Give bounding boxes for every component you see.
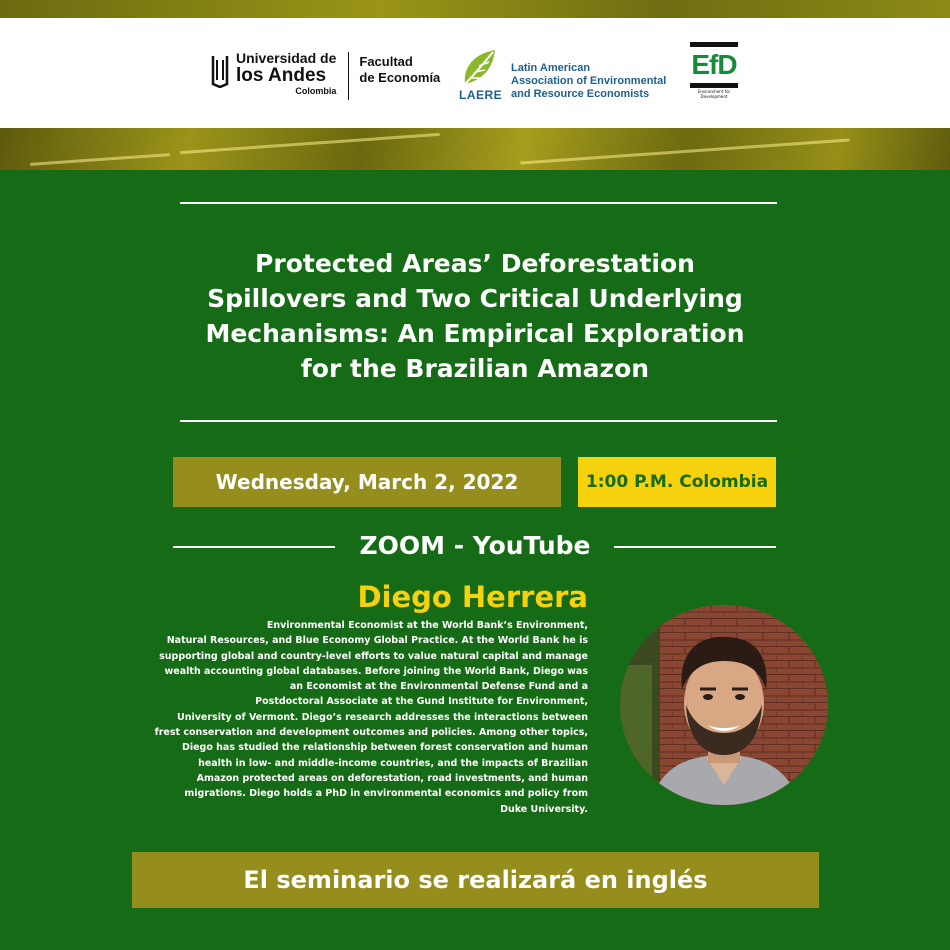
title-line: Protected Areas’ Deforestation <box>255 249 695 278</box>
uniandes-logo <box>210 50 440 102</box>
bio-line: University of Vermont. Diego’s research addresses the interactions between <box>177 711 588 723</box>
bio-line: Natural Resources, and Blue Economy Global Practice. At the World Bank he is <box>166 635 588 647</box>
facultad-line2: de Economía <box>359 70 441 85</box>
efd-short: EfD <box>691 49 737 80</box>
title-line: Spillovers and Two Critical Underlying <box>207 284 743 313</box>
top-gold-strip <box>0 0 950 18</box>
bio-line: health in low- and middle-income countries, and the impacts of Brazilian <box>198 757 588 769</box>
leaf-icon <box>459 48 501 88</box>
bio-line: Duke University. <box>500 803 588 815</box>
laere-line2: Association of Environmental <box>511 75 667 87</box>
speaker-name: Diego Herrera <box>357 580 588 614</box>
divider-top <box>180 202 777 204</box>
language-note: El seminario se realizará en inglés <box>132 852 819 908</box>
bio-line: frest conservation and development outcomes and policies. Among other topics, <box>154 727 588 739</box>
event-platform: ZOOM - YouTube <box>359 531 591 560</box>
laere-line3: and Resource Economists <box>511 88 650 100</box>
event-time: 1:00 P.M. Colombia <box>578 457 776 507</box>
divider-middle <box>180 420 777 422</box>
bio-line: an Economist at the Environmental Defense Fund and a <box>289 681 588 693</box>
logo-divider <box>348 52 349 100</box>
title-line: Mechanisms: An Empirical Exploration <box>205 319 745 348</box>
efd-tagline: Environment for Development <box>697 89 731 99</box>
gold-decorative-band <box>0 128 950 170</box>
bio-line: Environmental Economist at the World Bank’s Environment, <box>266 620 588 631</box>
seminar-title <box>140 246 810 386</box>
bio-line: wealth accounting global databases. Before joining the World Bank, Diego was <box>164 665 588 677</box>
divider-right <box>614 546 776 548</box>
title-line: for the Brazilian Amazon <box>300 354 650 383</box>
event-date: Wednesday, March 2, 2022 <box>173 457 561 507</box>
uniandes-line2: los Andes <box>236 65 327 86</box>
bio-line: supporting global and country-level efforts to value natural capital and manage <box>159 650 588 662</box>
speaker-photo <box>620 605 828 805</box>
uniandes-line1: Universidad de <box>236 50 337 66</box>
speaker-bio <box>110 618 588 817</box>
laere-line1: Latin American <box>511 62 591 74</box>
bio-line: Diego has studied the relationship between forest conservation and human <box>181 742 588 754</box>
uniandes-line3: Colombia <box>295 86 337 96</box>
laere-short: LAERE <box>459 88 503 102</box>
bio-line: migrations. Diego holds a PhD in environmental economics and policy from <box>184 788 588 800</box>
facultad-line1: Facultad <box>359 54 413 69</box>
bio-line: Amazon protected areas on deforestation, road investments, and human <box>196 772 588 784</box>
facultad-logo-text <box>359 54 440 86</box>
laere-logo <box>459 48 666 102</box>
efd-logo <box>690 42 738 110</box>
bio-line: Postdoctoral Associate at the Gund Institute for Environment, <box>255 696 588 708</box>
uniandes-emblem-icon <box>210 54 230 88</box>
speaker-portrait-icon <box>620 605 828 805</box>
divider-left <box>173 546 335 548</box>
